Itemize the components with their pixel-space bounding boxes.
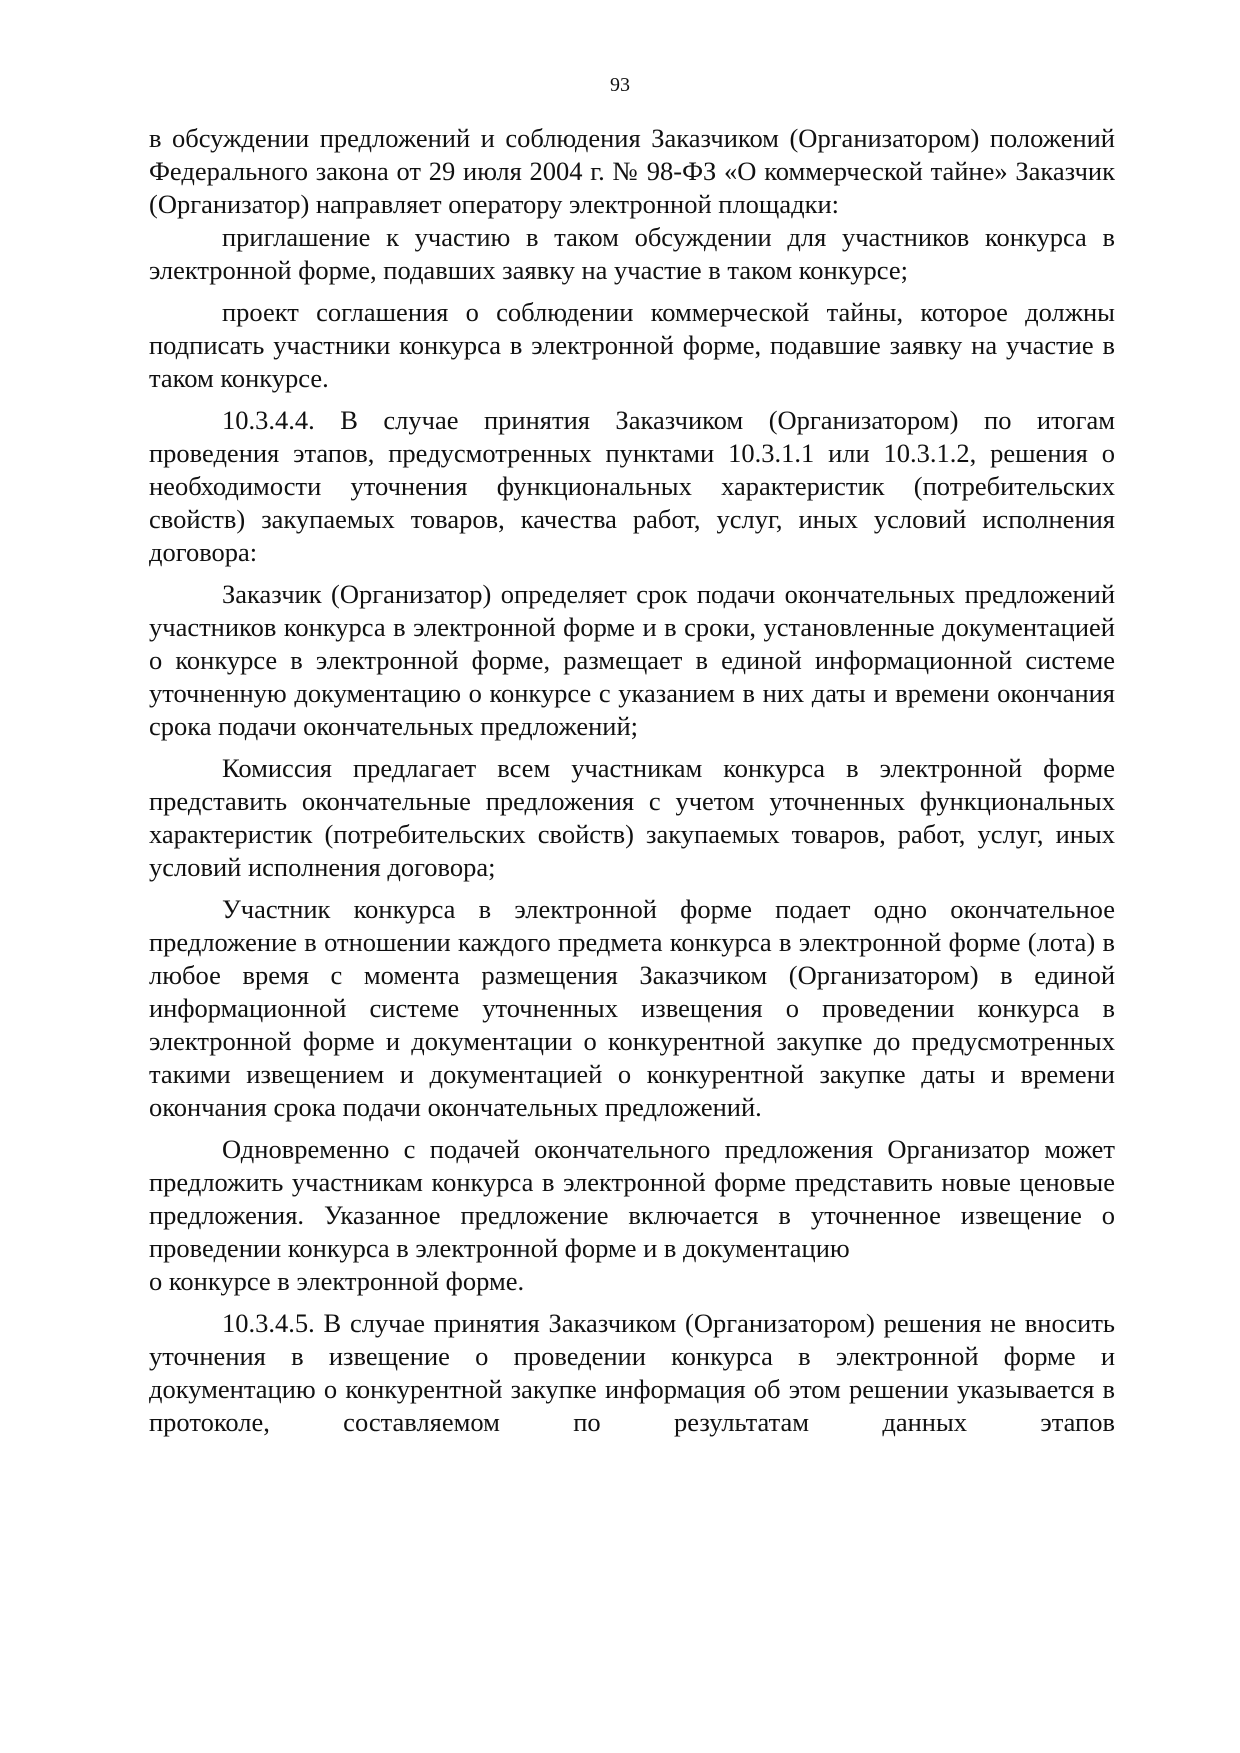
paragraph-8-continuation: о конкурсе в электронной форме.: [149, 1266, 525, 1296]
paragraph-7: Участник конкурса в электронной форме подает одно окончательное предложение в отношении каждого предмета конкурса в электронной форме (лота) в любое время с момента размещения Заказчиком (Организатором) в единой информационной системе уточненных извещения о проведении конкурса в электронной форме и документации о конкурентной закупке до предусмотренных такими извещением и документацией о конкурентной закупке даты и времени окончания срока подачи окончательных предложений.: [149, 894, 1115, 1122]
paragraph-1: в обсуждении предложений и соблюдения Заказчиком (Организатором) положений Федерального закона от 29 июля 2004 г. № 98-ФЗ «О коммерческой тайне» Заказчик (Организатор) направляет оператору электронной площадки:: [149, 123, 1115, 219]
paragraph-4-clause-10-3-4-4: 10.3.4.4. В случае принятия Заказчиком (Организатором) по итогам проведения этапов, предусмотренных пунктами 10.3.1.1 или 10.3.1.2, решения о необходимости уточнения функциональных характеристик (потребительских свойств) закупаемых товаров, качества работ, услуг, иных условий исполнения договора:: [149, 405, 1115, 567]
page-number: 93: [610, 74, 630, 96]
paragraph-3: проект соглашения о соблюдении коммерческой тайны, которое должны подписать участники конкурса в электронной форме, подавшие заявку на участие в таком конкурсе.: [149, 297, 1115, 393]
paragraph-2: приглашение к участию в таком обсуждении для участников конкурса в электронной форме, подавших заявку на участие в таком конкурсе;: [149, 222, 1115, 285]
paragraph-6: Комиссия предлагает всем участникам конкурса в электронной форме представить окончательные предложения с учетом уточненных функциональных характеристик (потребительских свойств) закупаемых товаров, работ, услуг, иных условий исполнения договора;: [149, 753, 1115, 882]
paragraph-8: Одновременно с подачей окончательного предложения Организатор может предложить участникам конкурса в электронной форме представить новые ценовые предложения. Указанное предложение включается в уточненное извещение о проведении конкурса в электронной форме и в документацию: [149, 1134, 1115, 1263]
paragraph-9-clause-10-3-4-5: 10.3.4.5. В случае принятия Заказчиком (Организатором) решения не вносить уточнения в извещение о проведении конкурса в электронной форме и документацию о конкурентной закупке информация об этом решении указывается в протоколе, составляемом по результатам данных этапов: [149, 1308, 1115, 1437]
paragraph-5: Заказчик (Организатор) определяет срок подачи окончательных предложений участников конкурса в электронной форме и в сроки, установленные документацией о конкурсе в электронной форме, размещает в единой информационной системе уточненную документацию о конкурсе с указанием в них даты и времени окончания срока подачи окончательных предложений;: [149, 579, 1115, 741]
document-body: [149, 122, 1115, 1439]
